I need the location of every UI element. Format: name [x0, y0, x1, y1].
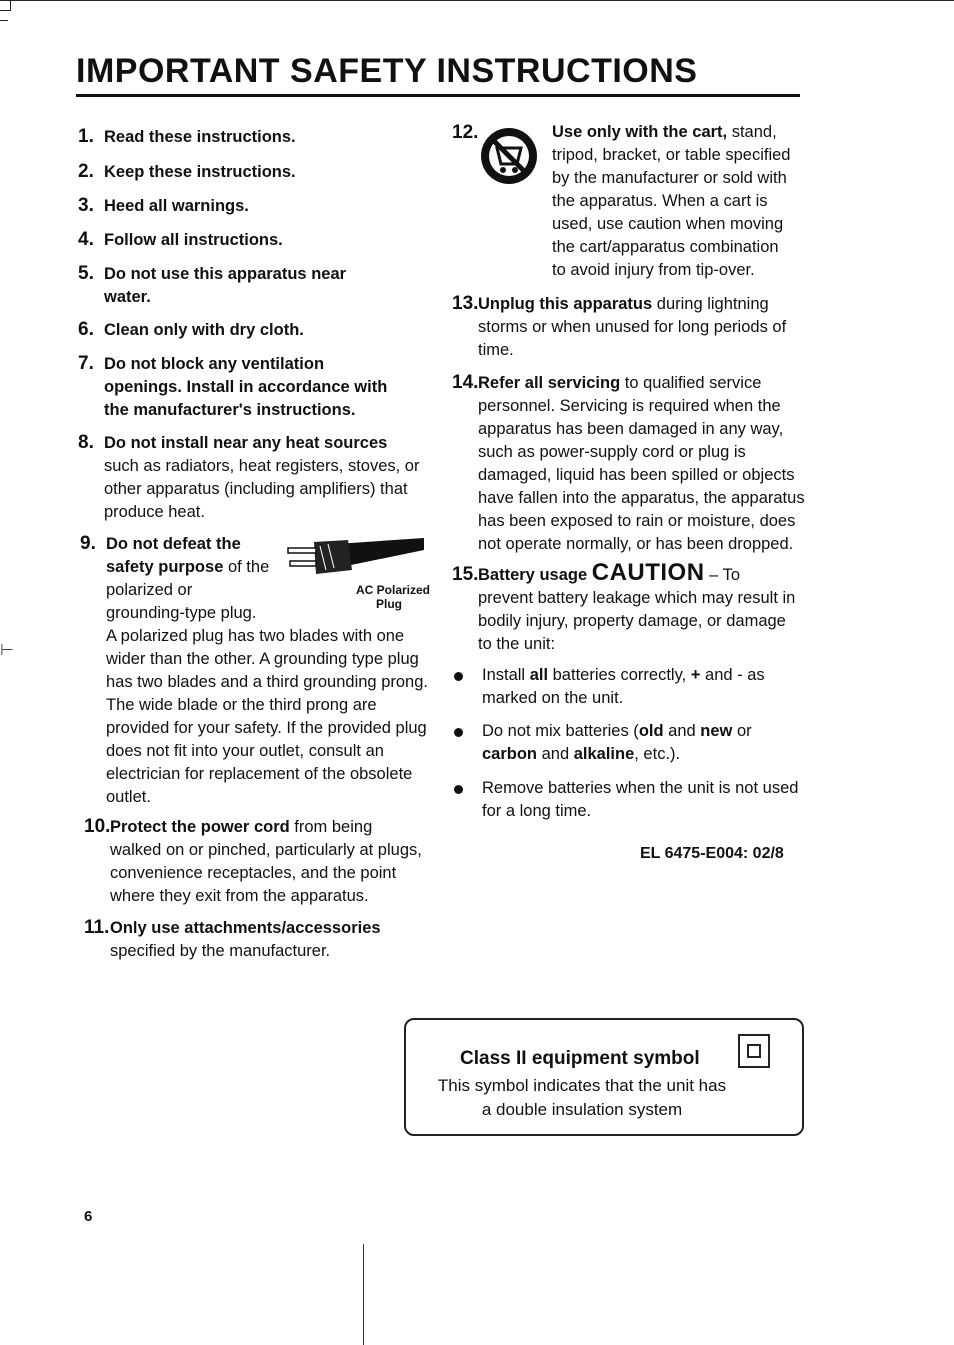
- bullet-text-bold: alkaline: [573, 745, 635, 763]
- item-number: 11.: [84, 917, 110, 938]
- item-14: [452, 371, 808, 556]
- item-number: 2.: [78, 161, 94, 182]
- bullet-item: [454, 720, 810, 766]
- item-text: does not fit into your outlet, consult an: [106, 742, 384, 760]
- item-number: 7.: [78, 353, 94, 374]
- item-text: The wide blade or the third prong are: [106, 696, 377, 714]
- item-heading: Refer all servicing: [478, 374, 621, 392]
- item-text: time.: [478, 341, 514, 359]
- item-8: [78, 431, 438, 524]
- item-text: personnel. Servicing is required when the: [478, 397, 781, 415]
- item-text: other apparatus (including amplifiers) that: [104, 480, 408, 498]
- crop-mark: [0, 0, 11, 11]
- item-text: electrician for replacement of the obsolete: [106, 765, 413, 783]
- item-1: [78, 125, 438, 149]
- item-11: [84, 916, 444, 963]
- bullet-text: Remove batteries when the unit is not used: [482, 779, 799, 797]
- bullet-text-bold: carbon: [482, 745, 538, 763]
- item-number: 14.: [452, 372, 479, 393]
- bullet-text: Do not mix batteries (: [482, 722, 639, 740]
- item-number: 3.: [78, 195, 94, 216]
- item-heading: Read these instructions.: [104, 128, 296, 146]
- class-ii-description: [404, 1074, 760, 1122]
- item-text: such as power-supply cord or plug is: [478, 443, 746, 461]
- item-13: [452, 292, 808, 362]
- page-number: 6: [84, 1208, 93, 1225]
- bullet-text-bold: old: [638, 722, 664, 740]
- item-text: not operate normally, or has been dropped.: [478, 535, 794, 553]
- item-heading: Only use attachments/accessories: [110, 919, 381, 937]
- class-ii-title: Class II equipment symbol: [460, 1048, 700, 1069]
- item-text: of the: [223, 558, 270, 576]
- item-text: where they exit from the apparatus.: [110, 887, 369, 905]
- bullet-text-bold: new: [700, 722, 733, 740]
- item-text: have fallen into the apparatus, the apparatus: [478, 489, 805, 507]
- item-number: 1.: [78, 126, 94, 147]
- caution-label: CAUTION: [591, 559, 705, 586]
- item-number: 12.: [452, 122, 479, 143]
- item-number: 10.: [84, 816, 111, 837]
- item-heading: Heed all warnings.: [104, 197, 249, 215]
- page-title: IMPORTANT SAFETY INSTRUCTIONS: [76, 52, 698, 90]
- bottom-line: [363, 1244, 364, 1345]
- plug-caption: [340, 583, 430, 611]
- item-text: specified by the manufacturer.: [110, 942, 331, 960]
- item-text: – To: [704, 566, 741, 584]
- bullet-text: , etc.).: [634, 745, 681, 763]
- item-text: A polarized plug has two blades with one: [106, 627, 405, 645]
- bullet-text: or: [732, 722, 752, 740]
- item-heading: Do not defeat the: [106, 535, 241, 553]
- item-heading-cont: water.: [104, 288, 151, 306]
- item-text: during lightning: [652, 295, 769, 313]
- bullet-dot-icon: [454, 728, 463, 737]
- bullet-text: marked on the unit.: [482, 689, 624, 707]
- item-text: stand,: [727, 123, 777, 141]
- item-text: provided for your safety. If the provided plug: [106, 719, 427, 737]
- item-number: 4.: [78, 229, 94, 250]
- bullet-text: and: [663, 722, 701, 740]
- bullet-text: and: [537, 745, 574, 763]
- item-heading-cont: the manufacturer's instructions.: [104, 401, 356, 419]
- registration-mark: ⊢: [0, 642, 14, 659]
- double-insulation-inner: [747, 1044, 761, 1058]
- item-text: has been exposed to rain or moisture, does: [478, 512, 796, 530]
- item-text: to qualified service: [620, 374, 762, 392]
- item-text: produce heat.: [104, 503, 205, 521]
- item-number: 8.: [78, 432, 94, 453]
- item-heading-cont: safety purpose: [106, 558, 224, 576]
- item-heading: Follow all instructions.: [104, 231, 283, 249]
- item-text: to the unit:: [478, 635, 556, 653]
- top-rule: [0, 0, 954, 1]
- title-rule: [76, 94, 800, 97]
- item-heading: Clean only with dry cloth.: [104, 321, 304, 339]
- bullet-text-bold: all: [529, 666, 549, 684]
- item-text: storms or when unused for long periods of: [478, 318, 787, 336]
- document-code: EL 6475-E004: 02/8: [640, 845, 784, 862]
- item-text: bodily injury, property damage, or damage: [478, 612, 786, 630]
- bullet-text-bold: +: [690, 666, 701, 684]
- item-5: [78, 262, 438, 309]
- item-6: [78, 318, 438, 342]
- item-text: to avoid injury from tip-over.: [552, 261, 755, 279]
- item-number: 9.: [80, 533, 96, 554]
- item-heading: Do not block any ventilation: [104, 355, 325, 373]
- item-2: [78, 160, 438, 184]
- bullet-text: Install: [482, 666, 530, 684]
- item-text: such as radiators, heat registers, stoves, or: [104, 457, 420, 475]
- plug-caption-line: Plug: [376, 597, 402, 611]
- class-ii-line: This symbol indicates that the unit has: [437, 1076, 727, 1095]
- item-text: damaged, liquid has been spilled or objects: [478, 466, 795, 484]
- bullet-dot-icon: [454, 785, 463, 794]
- item-7: [78, 352, 438, 422]
- item-text: by the manufacturer or sold with: [552, 169, 787, 187]
- item-number: 13.: [452, 293, 479, 314]
- item-text: used, use caution when moving: [552, 215, 784, 233]
- double-insulation-icon: [738, 1034, 770, 1068]
- item-4: [78, 228, 438, 252]
- item-text: the cart/apparatus combination: [552, 238, 779, 256]
- item-text: prevent battery leakage which may result in: [478, 589, 796, 607]
- cart-warning-icon: [477, 124, 541, 188]
- item-number: 5.: [78, 263, 94, 284]
- item-10: [84, 815, 444, 908]
- item-text: wider than the other. A grounding type plug: [106, 650, 419, 668]
- item-text: the apparatus. When a cart is: [552, 192, 768, 210]
- item-heading: Unplug this apparatus: [478, 295, 653, 313]
- item-text: from being: [289, 818, 373, 836]
- crop-dash: [0, 20, 8, 21]
- item-text: walked on or pinched, particularly at plugs,: [110, 841, 422, 859]
- item-heading: Use only with the cart,: [552, 123, 728, 141]
- bullet-item: [454, 664, 810, 710]
- item-heading: Protect the power cord: [110, 818, 290, 836]
- item-text: outlet.: [106, 788, 151, 806]
- bullet-text: and - as: [700, 666, 765, 684]
- item-text: apparatus has been damaged in any way,: [478, 420, 784, 438]
- item-text: tripod, bracket, or table specified: [552, 146, 791, 164]
- bullet-text: batteries correctly,: [548, 666, 691, 684]
- item-heading-cont: openings. Install in accordance with: [104, 378, 388, 396]
- bullet-text: for a long time.: [482, 802, 592, 820]
- item-heading: Battery usage: [478, 566, 588, 584]
- item-heading: Keep these instructions.: [104, 163, 296, 181]
- bullet-dot-icon: [454, 672, 463, 681]
- item-12: [552, 121, 812, 282]
- item-text: polarized or: [106, 581, 193, 599]
- item-number: 15.: [452, 564, 479, 585]
- item-number: 6.: [78, 319, 94, 340]
- item-text: convenience receptacles, and the point: [110, 864, 397, 882]
- plug-caption-line: AC Polarized: [355, 583, 430, 597]
- item-text: grounding-type plug.: [106, 604, 257, 622]
- item-text: has two blades and a third grounding prong.: [106, 673, 428, 691]
- item-heading: Do not install near any heat sources: [104, 434, 388, 452]
- class-ii-line: a double insulation system: [481, 1100, 683, 1119]
- item-3: [78, 194, 438, 218]
- item-15: [452, 561, 808, 656]
- item-heading: Do not use this apparatus near: [104, 265, 347, 283]
- bullet-item: [454, 777, 810, 823]
